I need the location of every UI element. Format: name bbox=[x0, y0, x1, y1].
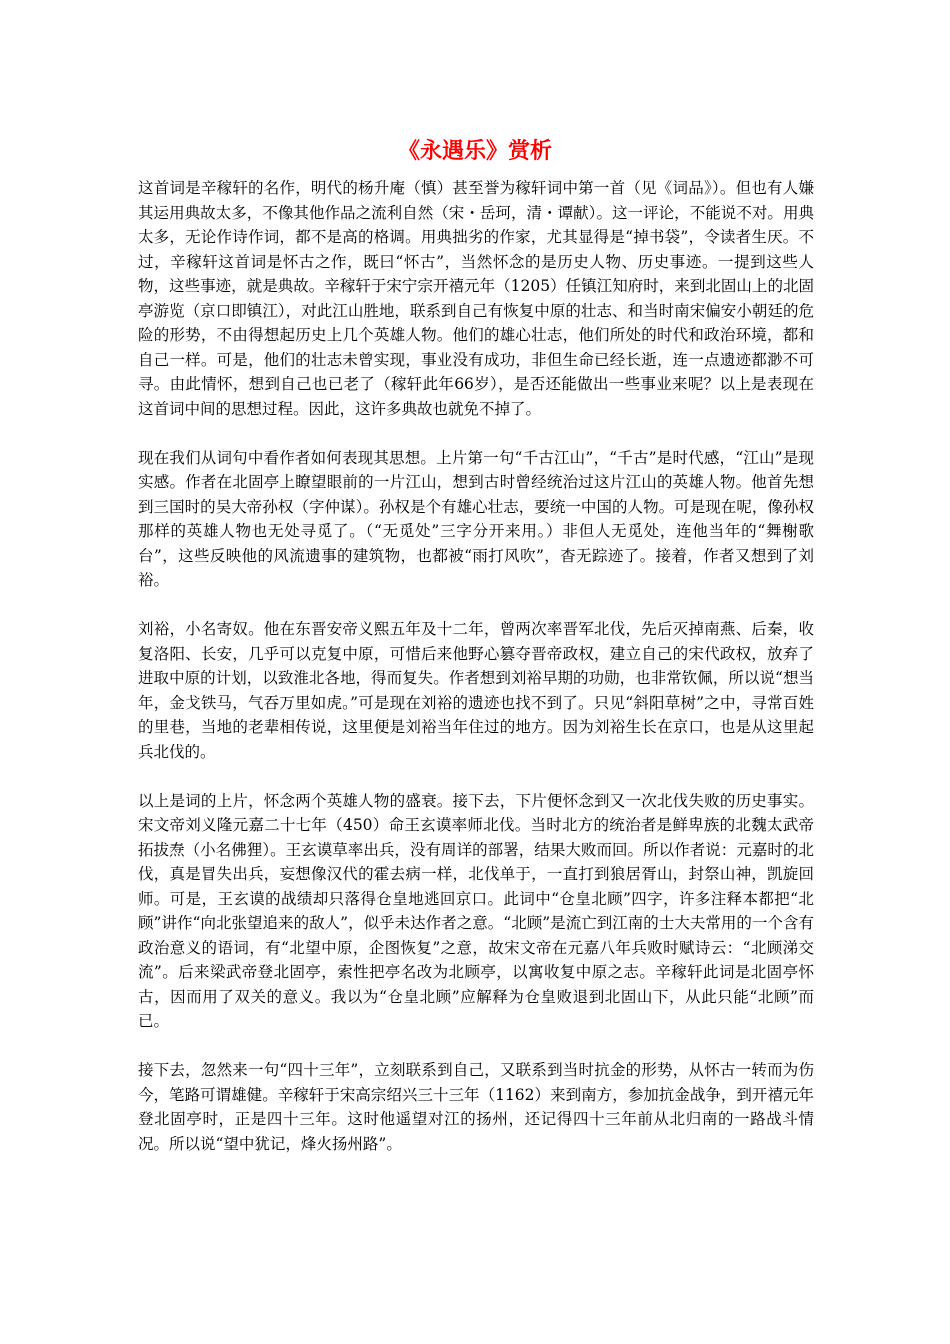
paragraph-2: 现在我们从词句中看作者如何表现其思想。上片第一句“千古江山”，“千古”是时代感，“江山”是现实感。作者在北固亭上瞭望眼前的一片江山，想到古时曾经统治过这片江山的英雄人物。他首先想到三国时的吴大帝孙权（字仲谋）。孙权是个有雄心壮志，要统一中国的人物。可是现在呢，像孙权那样的英雄人物也无处寻觅了。（“无觅处”三字分开来用。）非但人无觅处，连他当年的“舞榭歌台”，这些反映他的风流遗事的建筑物，也都被“雨打风吹”，杳无踪迹了。接着，作者又想到了刘裕。 bbox=[138, 448, 814, 589]
paragraph-3: 刘裕，小名寄奴。他在东晋安帝义熙五年及十二年，曾两次率晋军北伐，先后灭掉南燕、后秦，收复洛阳、长安，几乎可以克复中原，可惜后来他野心篡夺晋帝政权，建立自己的宋代政权，放弃了进取中原的计划，以致淮北各地，得而复失。作者想到刘裕早期的功勋，也非常钦佩，所以说“想当年，金戈铁马，气吞万里如虎。”可是现在刘裕的遗迹也找不到了。只见“斜阳草树”之中，寻常百姓的里巷，当地的老辈相传说，这里便是刘裕当年住过的地方。因为刘裕生长在京口，也是从这里起兵北伐的。 bbox=[138, 620, 814, 761]
page-title: 《永遇乐》赏析 bbox=[397, 138, 552, 164]
article-body bbox=[138, 176, 814, 1181]
paragraph-5: 接下去，忽然来一句“四十三年”，立刻联系到自己，又联系到当时抗金的形势，从怀古一转而为伤今，笔路可谓雄健。辛稼轩于宋高宗绍兴三十三年（1162）来到南方，参加抗金战争，到开禧元年登北固亭时，正是四十三年。这时他遥望对江的扬州，还记得四十三年前从北归南的一路战斗情况。所以说“望中犹记，烽火扬州路”。 bbox=[138, 1061, 814, 1153]
paragraph-4: 以上是词的上片，怀念两个英雄人物的盛衰。接下去，下片便怀念到又一次北伐失败的历史事实。宋文帝刘义隆元嘉二十七年（450）命王玄谟率师北伐。当时北方的统治者是鲜卑族的北魏太武帝拓拔焘（小名佛狸）。王玄谟草率出兵，没有周详的部署，结果大败而回。所以作者说：元嘉时的北伐，真是冒失出兵，妄想像汉代的霍去病一样，北伐单于，一直打到狼居胥山，封祭山神，凯旋回师。可是，王玄谟的战绩却只落得仓皇地逃回京口。此词中“仓皇北顾”四字，许多注释本都把“北顾”讲作“向北张望追来的敌人”，似乎未达作者之意。“北顾”是流亡到江南的士大夫常用的一个含有政治意义的语词，有“北望中原，企图恢复”之意，故宋文帝在元嘉八年兵败时赋诗云：“北顾涕交流”。后来梁武帝登北固亭，索性把亭名改为北顾亭，以寓收复中原之志。辛稼轩此词是北固亭怀古，因而用了双关的意义。我以为“仓皇北顾”应解释为仓皇败退到北固山下，从此只能“北顾”而已。 bbox=[138, 791, 814, 1030]
paragraph-1: 这首词是辛稼轩的名作，明代的杨升庵（慎）甚至誉为稼轩词中第一首（见《词品》）。但也有人嫌其运用典故太多，不像其他作品之流利自然（宋・岳珂，清・谭献）。这一评论，不能说不对。用典太多，无论作诗作词，都不是高的格调。用典拙劣的作家，尤其显得是“掉书袋”，令读者生厌。不过，辛稼轩这首词是怀古之作，既曰“怀古”，当然怀念的是历史人物、历史事迹。一提到这些人物，这些事迹，就是典故。辛稼轩于宋宁宗开禧元年（1205）任镇江知府时，来到北固山上的北固亭游览（京口即镇江），对此江山胜地，联系到自己有恢复中原的壮志、和当时南宋偏安小朝廷的危险的形势，不由得想起历史上几个英雄人物。他们的雄心壮志，他们所处的时代和政治环境，都和自己一样。可是，他们的壮志未曾实现，事业没有成功，非但生命已经长逝，连一点遗迹都渺不可寻。由此情怀，想到自己也已老了（稼轩此年66岁），是否还能做出一些事业来呢？以上是表现在这首词中间的思想过程。因此，这许多典故也就免不掉了。 bbox=[138, 179, 814, 418]
